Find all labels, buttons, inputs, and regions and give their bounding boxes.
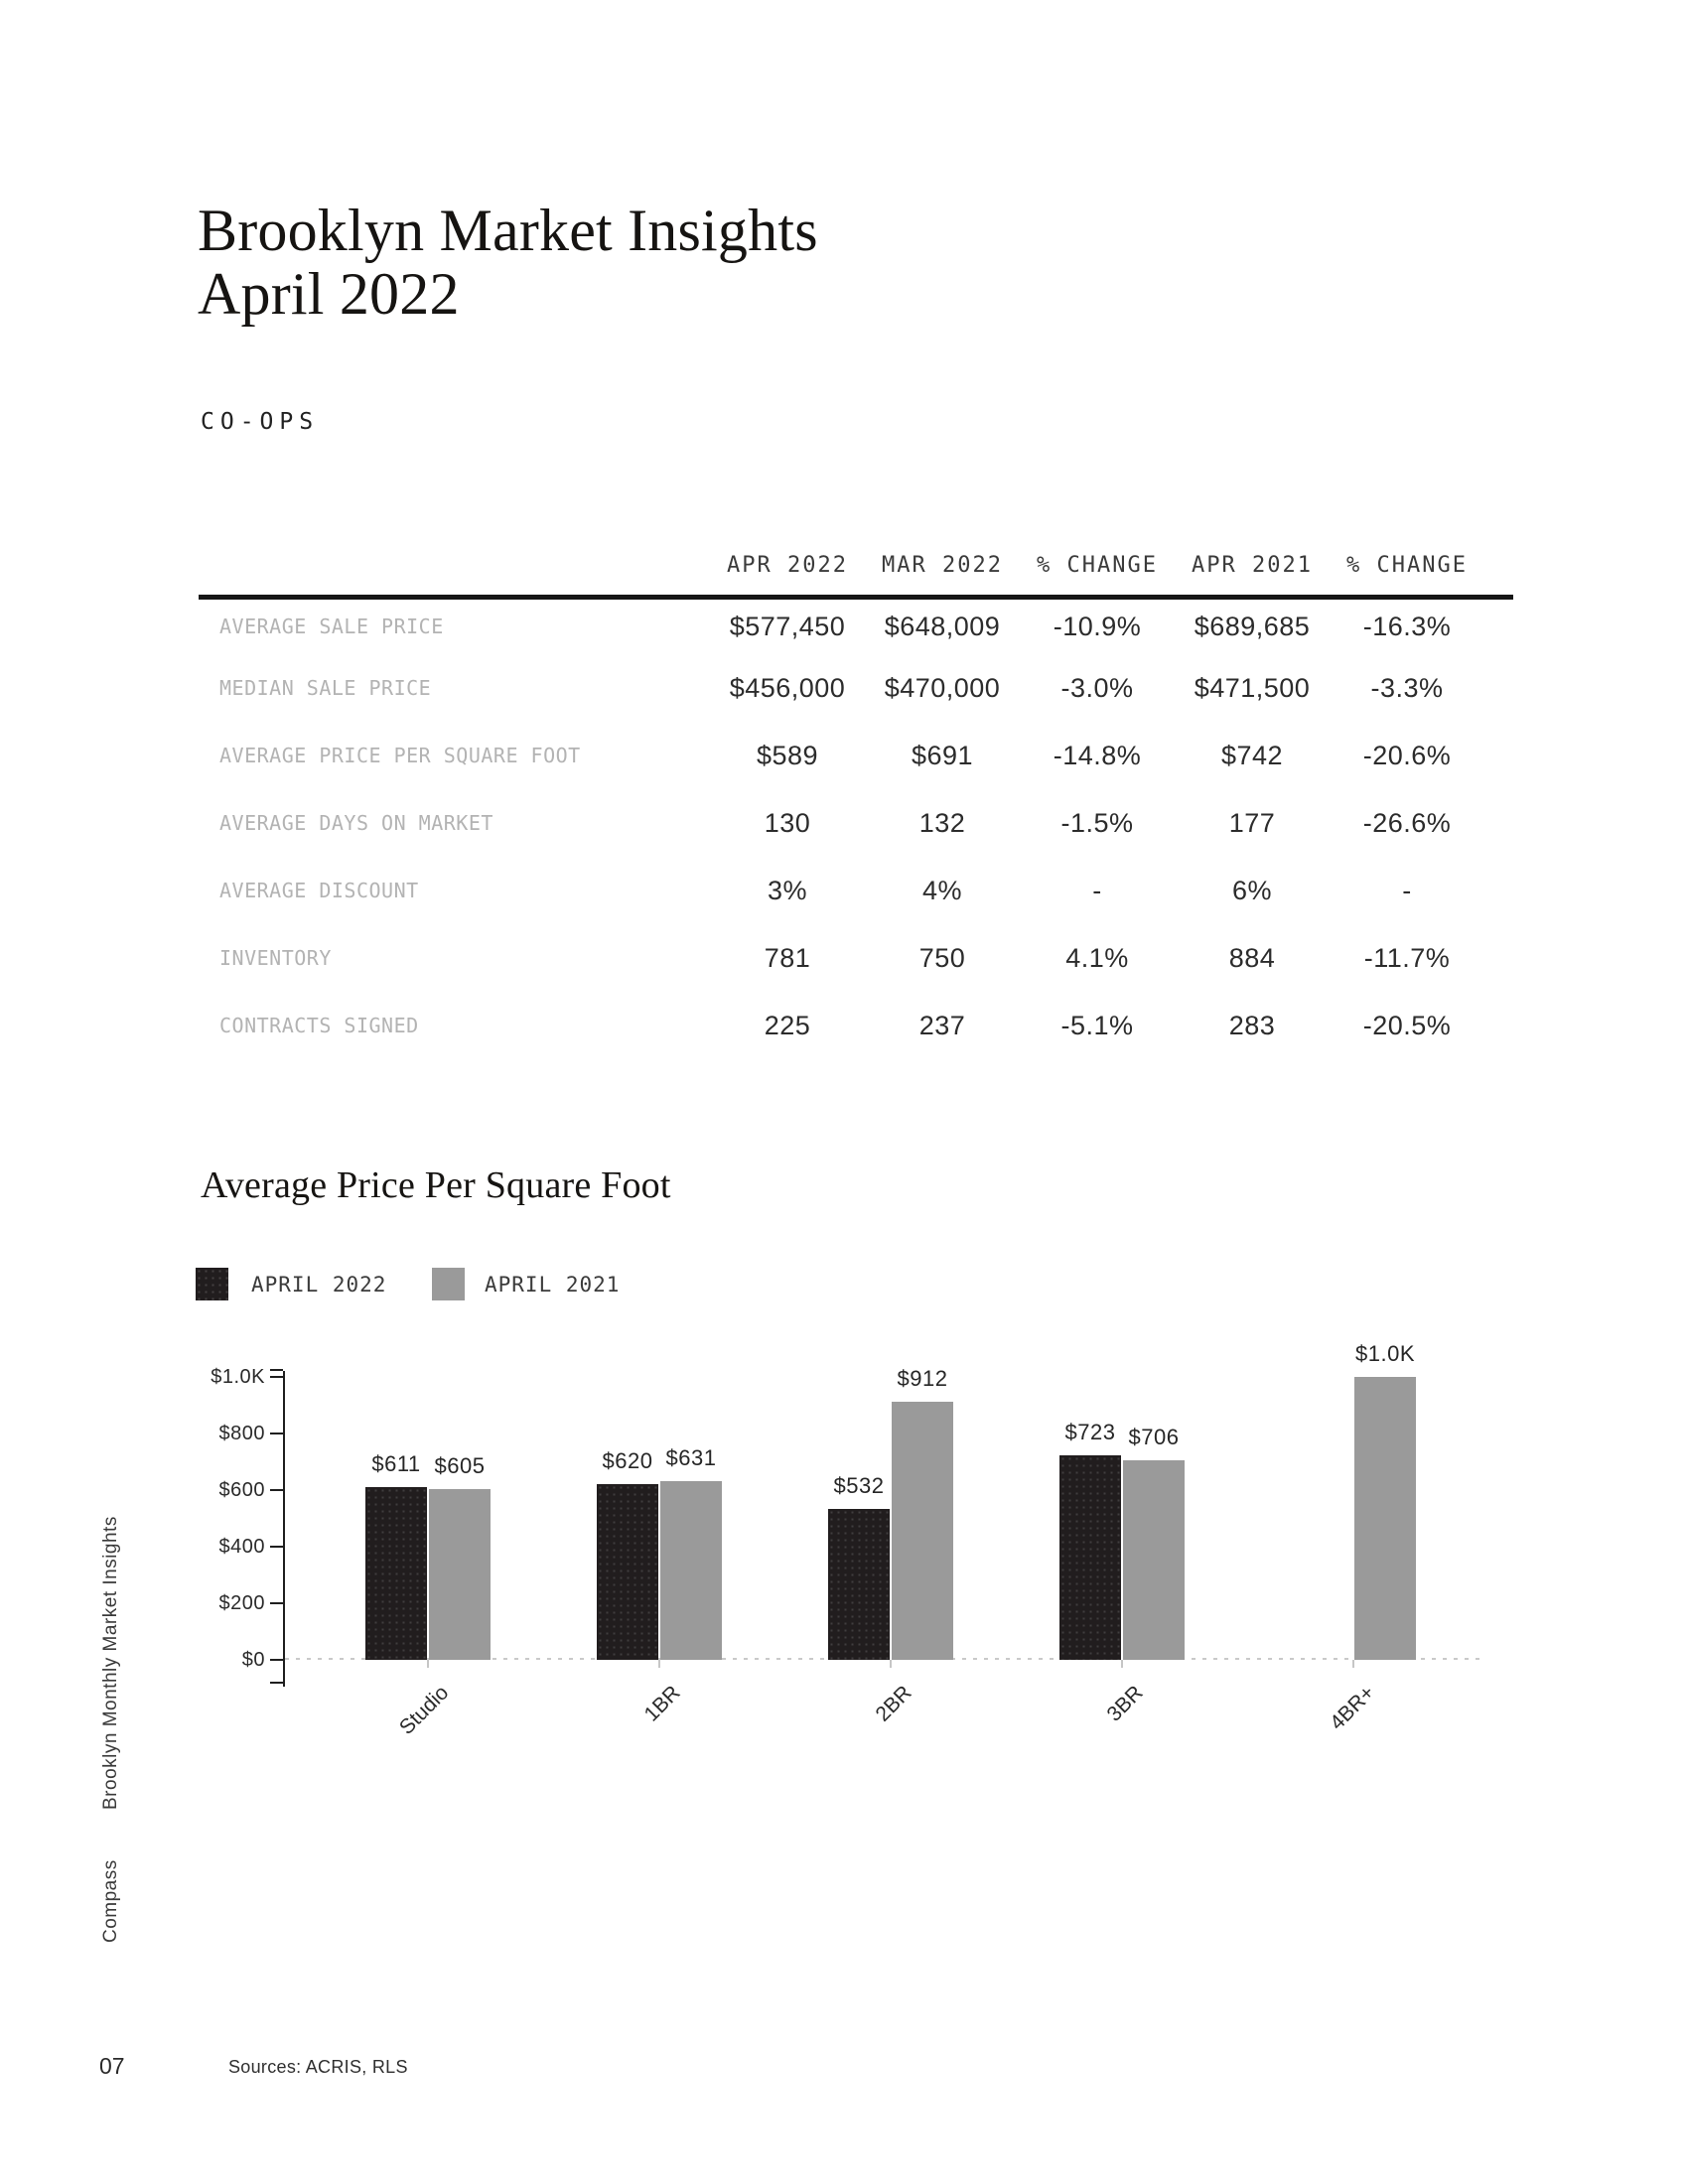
bar-april-2022 (365, 1487, 427, 1660)
cell: 3% (767, 875, 808, 905)
x-axis-end-tick (270, 1682, 283, 1684)
table-header-row (199, 536, 1513, 597)
column-header-apr-2022: APR 2022 (710, 536, 865, 597)
y-axis-tick (270, 1659, 283, 1661)
category-label: 4BR+ (1325, 1681, 1379, 1735)
bar-value-label: $1.0K (1355, 1341, 1415, 1366)
cell: -20.5% (1362, 1010, 1452, 1040)
category-tick (658, 1660, 660, 1668)
cell: 4.1% (1065, 942, 1129, 973)
y-axis-label: $600 (218, 1479, 265, 1501)
bar-value-label: $723 (1064, 1420, 1116, 1444)
cell: -16.3% (1362, 611, 1452, 641)
cell: 283 (1228, 1010, 1276, 1040)
y-axis-label: $1.0K (211, 1366, 265, 1388)
y-axis-label: $400 (218, 1536, 265, 1558)
section-label: CO-OPS (201, 409, 320, 435)
cell: -10.9% (1053, 611, 1142, 641)
cell: $589 (756, 740, 819, 770)
cell: - (1402, 875, 1412, 905)
category-tick (1121, 1660, 1123, 1668)
y-axis-cap (270, 1369, 283, 1371)
y-axis-label: $200 (218, 1592, 265, 1614)
sidebar-brand: Compass (100, 1859, 121, 1943)
cell: - (1092, 875, 1102, 905)
category-tick (890, 1660, 892, 1668)
y-axis-tick (270, 1489, 283, 1491)
bar-value-label: $611 (371, 1451, 421, 1476)
bar-value-label: $912 (897, 1366, 948, 1391)
table-row (199, 597, 1513, 654)
cell: $577,450 (729, 611, 846, 641)
bar-value-label: $532 (833, 1473, 885, 1498)
column-header-filler (1484, 536, 1513, 597)
cell: 781 (764, 942, 811, 973)
y-axis-label: $800 (218, 1423, 265, 1444)
cell: 225 (764, 1010, 811, 1040)
table-row (199, 992, 1513, 1059)
column-header-apr-2021: APR 2021 (1175, 536, 1330, 597)
y-axis-tick (270, 1602, 283, 1604)
table-row (199, 722, 1513, 789)
bar-april-2022 (597, 1484, 658, 1660)
category-label: 2BR (871, 1681, 916, 1726)
cell: $648,009 (884, 611, 1001, 641)
legend-label-april-2022: APRIL 2022 (251, 1273, 387, 1297)
y-axis-line (283, 1371, 285, 1687)
y-axis-tick (270, 1433, 283, 1434)
column-header-spacer (199, 536, 710, 597)
row-label: AVERAGE PRICE PER SQUARE FOOT (219, 744, 581, 767)
bar-april-2021 (1354, 1377, 1416, 1660)
y-axis-tick (270, 1376, 283, 1378)
bar-april-2021 (660, 1481, 722, 1660)
category-label: Studio (395, 1681, 454, 1739)
table-row (199, 654, 1513, 722)
row-label: CONTRACTS SIGNED (219, 1014, 419, 1037)
cell: 130 (764, 807, 811, 838)
bar-april-2022 (828, 1509, 890, 1660)
bar-april-2022 (1059, 1455, 1121, 1660)
row-label: MEDIAN SALE PRICE (219, 676, 432, 700)
legend-swatch-april-2021 (432, 1268, 465, 1300)
cell: 750 (918, 942, 966, 973)
cell: -3.0% (1060, 672, 1134, 703)
cell: $456,000 (729, 672, 846, 703)
table-row (199, 789, 1513, 857)
market-metrics-table (199, 536, 1513, 1059)
cell: 177 (1228, 807, 1276, 838)
cell: -26.6% (1362, 807, 1452, 838)
cell: 237 (918, 1010, 966, 1040)
cell: $742 (1220, 740, 1284, 770)
category-label: 3BR (1102, 1681, 1148, 1726)
cell: $470,000 (884, 672, 1001, 703)
page-number: 07 (99, 2053, 125, 2079)
table-row (199, 924, 1513, 992)
row-label: AVERAGE DAYS ON MARKET (219, 811, 493, 835)
cell: 884 (1228, 942, 1276, 973)
page-title-line2: April 2022 (198, 261, 460, 327)
y-axis-label: $0 (241, 1649, 265, 1671)
column-header-mar-2022: MAR 2022 (865, 536, 1020, 597)
category-label: 1BR (639, 1681, 685, 1726)
column-header-change-yoy: % CHANGE (1330, 536, 1484, 597)
row-label: AVERAGE DISCOUNT (219, 879, 419, 902)
row-label: INVENTORY (219, 946, 332, 970)
chart-title: Average Price Per Square Foot (201, 1164, 671, 1206)
page-title (198, 199, 818, 326)
table-row (199, 857, 1513, 924)
category-tick (1352, 1660, 1354, 1668)
bar-value-label: $706 (1128, 1425, 1180, 1449)
cell: 6% (1231, 875, 1273, 905)
cell: 132 (918, 807, 966, 838)
legend-swatch-april-2022 (196, 1268, 228, 1300)
bar-value-label: $605 (434, 1453, 486, 1478)
cell: -5.1% (1060, 1010, 1134, 1040)
sources-note: Sources: ACRIS, RLS (228, 2057, 408, 2077)
cell: $689,685 (1194, 611, 1311, 641)
bar-april-2021 (892, 1402, 953, 1660)
cell: -1.5% (1060, 807, 1134, 838)
chart-plot (211, 1341, 1479, 1739)
legend-label-april-2021: APRIL 2021 (485, 1273, 621, 1297)
cell: $691 (911, 740, 974, 770)
cell: -11.7% (1363, 942, 1451, 973)
cell: $471,500 (1194, 672, 1311, 703)
sidebar-report-name: Brooklyn Monthly Market Insights (100, 1516, 121, 1810)
cell: 4% (921, 875, 963, 905)
y-axis-tick (270, 1546, 283, 1548)
cell: -14.8% (1053, 740, 1142, 770)
bar-april-2021 (429, 1489, 491, 1660)
bar-value-label: $620 (602, 1448, 653, 1473)
cell: -20.6% (1362, 740, 1452, 770)
category-tick (427, 1660, 429, 1668)
cell: -3.3% (1370, 672, 1444, 703)
bar-april-2021 (1123, 1460, 1185, 1660)
row-label: AVERAGE SALE PRICE (219, 614, 444, 639)
column-header-change-mom: % CHANGE (1020, 536, 1175, 597)
page-title-line1: Brooklyn Market Insights (198, 198, 818, 263)
bar-value-label: $631 (665, 1445, 717, 1470)
